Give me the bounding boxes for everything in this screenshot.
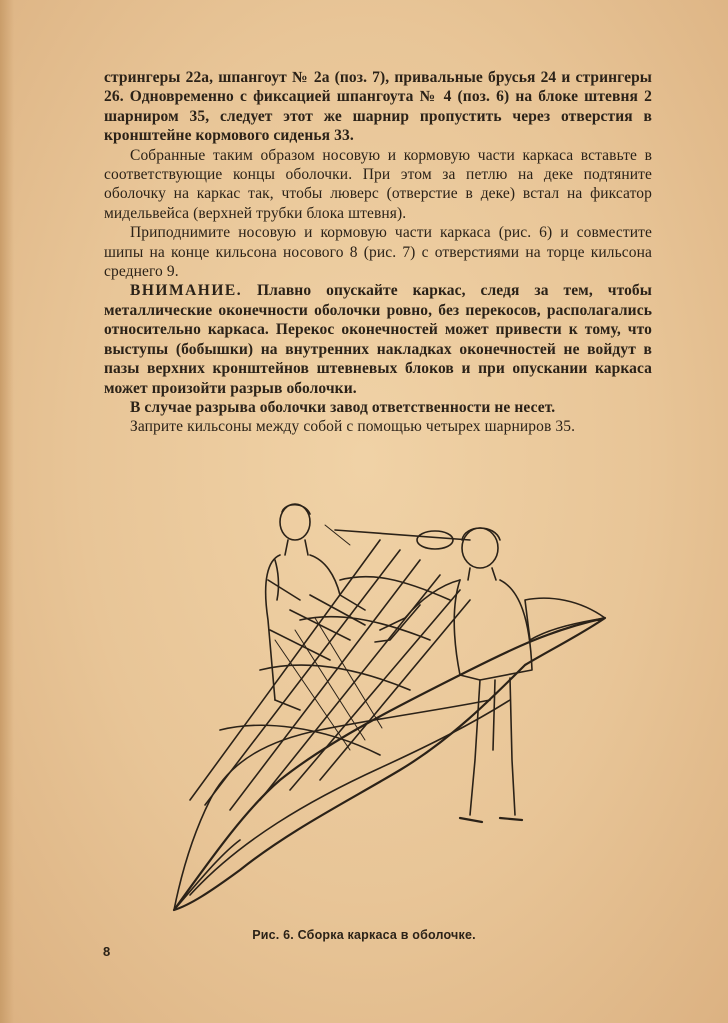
paragraph-liability [104,398,652,417]
hull-stern-skin [525,598,605,640]
warning-label: ВНИМАНИЕ. [130,282,243,300]
page-number: 8 [103,944,111,959]
figure-caption: Рис. 6. Сборка каркаса в оболочке. [252,928,476,942]
warning-text: Плавно опускайте каркас, следя за тем, чтобы металлические оконечности оболочки ровно, без перекосов, располагались относительно каркаса. Перекос оконечностей может привести к тому, что выступы (бобышки) на внутренних накладках оконечностей не войдут в пазы верхних кронштейнов штевневых блоков и при опускании каркаса может произойти разрыв оболочки. [104,282,652,397]
frame-stringer-1 [190,540,380,800]
paragraph-1-text: стрингеры 22а, шпангоут № 2а (поз. 7), привальные брусья 24 и стрингеры 26. Одновременно с фиксацией шпангоута № 4 (поз. 6) на блоке штевня 2 шарниром 35, следует этот же шарнир пропустить через отверстия в кронштейне кормового сиденья 33. [104,69,652,145]
hull-bow-point [174,840,240,910]
paragraph-3 [104,223,652,281]
hull-deck-line [190,700,510,895]
left-person-figure [266,504,365,710]
frame-stringer-2 [205,550,400,805]
frame-rib-4 [340,577,450,600]
paragraph-6 [104,417,652,436]
paragraph-warning [104,281,652,397]
paragraph-2-text: Собранные таким образом носовую и кормовую части каркаса вставьте в соответствующие концы оболочки. При этом за петлю на деке подтяните оболочку на каркас так, чтобы люверс (отверстие в деке) встал на фиксатор мидельвейса (верхней трубки блока штевня). [104,146,652,222]
paragraph-2 [104,146,652,224]
frame-stringer-3 [230,560,420,810]
frame-rib-3 [300,617,430,640]
body-text [104,68,652,437]
kayak-assembly-illustration [150,500,620,925]
frame-rib-2 [260,665,410,690]
paragraph-1 [104,68,652,146]
oar-drawing [325,525,470,549]
paragraph-3-text: Приподнимите носовую и кормовую части каркаса (рис. 6) и совместите шипы на конце кильсона носового 8 (рис. 7) с отверстиями на торце кильсона среднего 9. [104,224,652,281]
paragraph-6-text: Заприте кильсоны между собой с помощью четырех шарниров 35. [130,418,576,436]
page-fold-shadow [0,0,14,1023]
right-person-figure [375,528,532,822]
liability-text: В случае разрыва оболочки завод ответственности не несет. [130,398,556,416]
